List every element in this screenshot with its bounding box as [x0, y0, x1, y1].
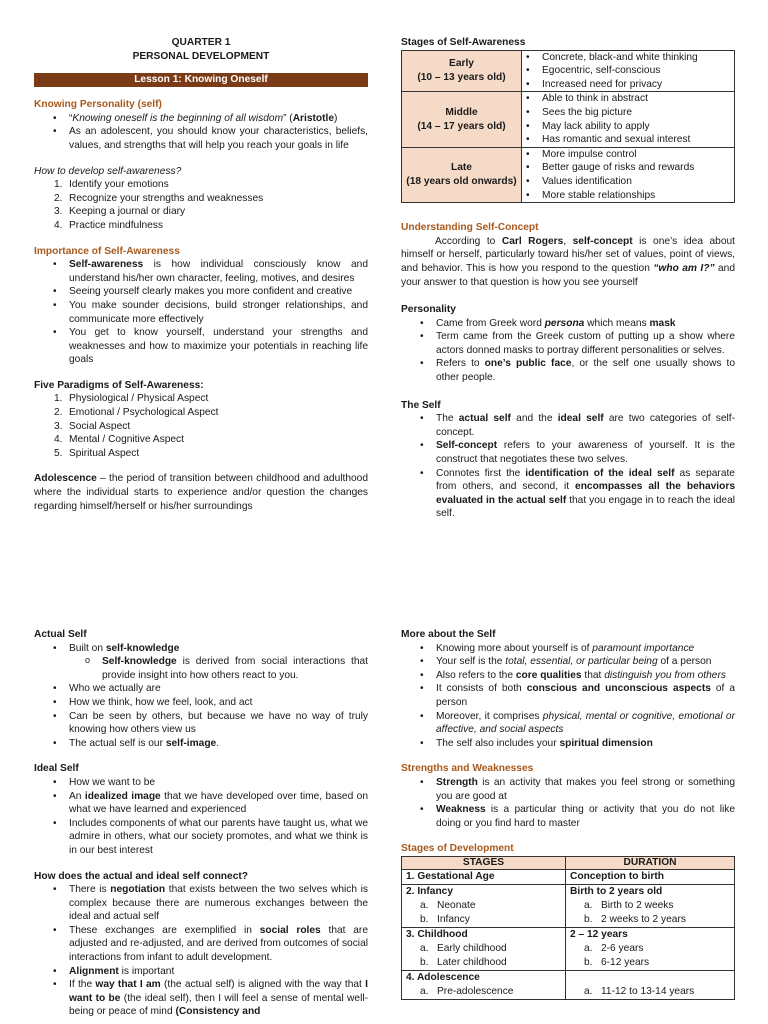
importance-heading: Importance of Self-Awareness: [34, 245, 180, 257]
list-item: • How we think, how we feel, look, and act: [53, 696, 368, 710]
list-item: • Your self is the total, essential, or particular being of a person: [420, 655, 735, 669]
list-item: • Strength is an activity that makes you feel strong or something you are good at: [420, 776, 735, 803]
list-item: • More impulse control: [526, 148, 734, 162]
stage-name: 4. Adolescence a. Pre-adolescence: [402, 970, 566, 999]
table-row: [402, 147, 735, 202]
list-item: • Increased need for privacy: [526, 78, 734, 92]
list-item: • Moreover, it comprises physical, mental or cognitive, emotional or affective, and social aspects: [420, 710, 735, 737]
list-item: 4. Practice mindfulness: [54, 219, 368, 233]
list-item: • If the way that I am (the actual self) is aligned with the way that I want to be (the ideal self), then I will feel a sense of mental well-being or peace of mind (Consistency and: [53, 978, 368, 1019]
stage-duration: Birth to 2 years old a. Birth to 2 weeks b. 2 weeks to 2 years: [566, 884, 735, 927]
column-header: DURATION: [566, 856, 735, 869]
how-question: How to develop self-awareness?: [34, 165, 182, 177]
list-item: o Self-knowledge is derived from social interactions that provide insight into how others react to you.: [85, 655, 368, 682]
list-item: a. Early childhood: [420, 942, 561, 956]
column-top-right: [401, 36, 735, 521]
list-item: • Came from Greek word persona which means mask: [420, 317, 735, 331]
list-item: • Also refers to the core qualities that distinguish you from others: [420, 669, 735, 683]
stages-sa-table: [401, 50, 735, 204]
paradigms-heading: Five Paradigms of Self-Awareness:: [34, 379, 204, 391]
table-row: [402, 869, 735, 884]
column-bottom-left: [34, 628, 368, 1019]
actual-list: [53, 642, 368, 751]
knowing-heading: Knowing Personality (self): [34, 99, 162, 111]
list-item: • An idealized image that we have developed over time, based on what we have learned and experienced: [53, 790, 368, 817]
list-item: b. Later childhood: [420, 956, 561, 970]
list-item: b. Infancy: [420, 913, 561, 927]
list-item: a. 2-6 years: [584, 942, 730, 956]
concept-paragraph: According to Carl Rogers, self-concept is one’s idea about himself or herself, particularly toward his/her set of values, point of views, and behavior. This is how you respond to the question “who am I?” and your answer to that question is how you see yourself: [401, 235, 736, 288]
stage-duration: Conception to birth: [566, 869, 735, 884]
stage-name: 1. Gestational Age: [402, 869, 566, 884]
self-heading: The Self: [401, 399, 441, 411]
list-item: 5. Spiritual Aspect: [54, 447, 368, 461]
table-row: [402, 92, 735, 147]
connect-heading: How does the actual and ideal self connect?: [34, 870, 248, 882]
list-item: 1. Identify your emotions: [54, 178, 368, 192]
list-item: • More stable relationships: [526, 189, 734, 203]
stage-name: 3. Childhood a. Early childhood b. Later childhood: [402, 927, 566, 970]
stage-cell: Middle (14 – 17 years old): [402, 92, 522, 147]
list-item: • Self-awareness is how individual consciously know and understand his/her own character, feeling, motives, and desires: [53, 258, 368, 285]
list-item: • There is negotiation that exists between the two selves which is complex because there are numerous exchanges between the ideal and actual self: [53, 883, 368, 924]
steps-list: [54, 178, 368, 232]
list-item: • Refers to one’s public face, or the self one usually shows to other people.: [420, 357, 735, 384]
stage-cell: Late (18 years old onwards): [402, 147, 522, 202]
quarter-title: QUARTER 1: [171, 37, 231, 48]
stage-duration: 2 – 12 years a. 2-6 years b. 6-12 years: [566, 927, 735, 970]
list-item: • Egocentric, self-conscious: [526, 64, 734, 78]
table-row: [402, 50, 735, 92]
importance-list: [53, 258, 368, 367]
self-list: [420, 412, 735, 521]
list-item: • Values identification: [526, 175, 734, 189]
list-item: • “Knowing oneself is the beginning of all wisdom” (Aristotle): [53, 112, 368, 126]
development-table: [401, 856, 735, 1000]
list-item: • Better gauge of risks and rewards: [526, 161, 734, 175]
personality-heading: Personality: [401, 304, 456, 316]
list-item: • Alignment is important: [53, 965, 368, 979]
table-row: [402, 970, 735, 999]
table-row: [402, 884, 735, 927]
list-item: 1. Physiological / Physical Aspect: [54, 392, 368, 406]
list-item: • These exchanges are exemplified in social roles that are adjusted and re-adjusted, and are derived from outcomes of social interactions from infant to adult development.: [53, 924, 368, 965]
strengths-list: [420, 776, 735, 830]
column-bottom-right: [401, 628, 735, 1000]
list-item: • Weakness is a particular thing or activity that you do not like doing or you find hard to master: [420, 803, 735, 830]
list-item: 4. Mental / Cognitive Aspect: [54, 433, 368, 447]
list-item: • Who we actually are: [53, 682, 368, 696]
list-item: • Seeing yourself clearly makes you more confident and creative: [53, 285, 368, 299]
list-item: • The actual self and the ideal self are two categories of self-concept.: [420, 412, 735, 439]
column-header: STAGES: [402, 856, 566, 869]
list-item: • It consists of both conscious and unconscious aspects of a person: [420, 682, 735, 709]
table-row: [402, 927, 735, 970]
stages-sa-heading: Stages of Self-Awareness: [401, 37, 526, 48]
subject-title: PERSONAL DEVELOPMENT: [132, 50, 270, 62]
stage-name: 2. Infancy a. Neonate b. Infancy: [402, 884, 566, 927]
list-item: • Concrete, black-and white thinking: [526, 51, 734, 65]
list-item: 3. Keeping a journal or diary: [54, 205, 368, 219]
list-item: a. Neonate: [420, 899, 561, 913]
list-item: a. 11-12 to 13-14 years: [584, 985, 730, 999]
stage-traits: [522, 50, 735, 92]
list-item: • Connotes first the identification of the ideal self as separate from others, and second, it encompasses all the behaviors evaluated in the actual self that you engage in to reach the ideal self.: [420, 467, 735, 521]
more-list: [420, 642, 735, 751]
personality-list: [420, 317, 735, 385]
concept-heading: Understanding Self-Concept: [401, 222, 539, 234]
column-top-left: [34, 36, 368, 513]
list-item: b. 6-12 years: [584, 956, 730, 970]
list-item: a. Pre-adolescence: [420, 985, 561, 999]
ideal-list: [53, 776, 368, 858]
list-item: • Sees the big picture: [526, 106, 734, 120]
list-item: • Knowing more about yourself is of paramount importance: [420, 642, 735, 656]
list-item: • Includes components of what our parents have taught us, what we admire in others, what our society promotes, and what we think is in our best interest: [53, 817, 368, 858]
list-item: • Term came from the Greek custom of putting up a show where actors donned masks to portray different personalities or selves.: [420, 330, 735, 357]
ideal-heading: Ideal Self: [34, 763, 79, 775]
stage-cell: Early (10 – 13 years old): [402, 50, 522, 92]
actual-sublist: [85, 655, 368, 682]
list-item: 2. Emotional / Psychological Aspect: [54, 406, 368, 420]
adolescence-definition: Adolescence – the period of transition between childhood and adulthood where the individual starts to experience and/or question the changes regarding himself/herself or his/her surroundings: [34, 473, 368, 512]
stage-traits: [522, 92, 735, 147]
list-item: 3. Social Aspect: [54, 420, 368, 434]
table-header-row: [402, 856, 735, 869]
list-item: • You get to know yourself, understand your strengths and weaknesses and how to maximize your potentials in reaching life goals: [53, 326, 368, 367]
connect-list: [53, 883, 368, 1019]
list-item: • Has romantic and sexual interest: [526, 133, 734, 147]
lesson-banner: Lesson 1: Knowing Oneself: [34, 73, 368, 87]
list-item: • You make sounder decisions, build stronger relationships, and communicate more effectively: [53, 299, 368, 326]
list-item: b. 2 weeks to 2 years: [584, 913, 730, 927]
development-heading: Stages of Development: [401, 843, 514, 855]
list-item: a. Birth to 2 weeks: [584, 899, 730, 913]
actual-heading: Actual Self: [34, 629, 87, 640]
list-item: • Self-concept refers to your awareness of yourself. It is the construct that negotiates these two selves.: [420, 439, 735, 466]
list-item: • Able to think in abstract: [526, 92, 734, 106]
list-item: • The self also includes your spiritual dimension: [420, 737, 735, 751]
strengths-heading: Strengths and Weaknesses: [401, 763, 534, 775]
list-item: • The actual self is our self-image.: [53, 737, 368, 751]
list-item: • May lack ability to apply: [526, 120, 734, 134]
list-item: • As an adolescent, you should know your characteristics, beliefs, values, and strengths that will help you reach your goals in life: [53, 125, 368, 152]
stage-traits: [522, 147, 735, 202]
list-item: • How we want to be: [53, 776, 368, 790]
knowing-list: [53, 112, 368, 153]
stage-duration: [566, 970, 735, 999]
paradigms-list: [54, 392, 368, 460]
list-item: • Built on self-knowledge o Self-knowledge is derived from social interactions that provide insight into how others react to you.: [53, 642, 368, 683]
list-item: • Can be seen by others, but because we have no way of truly knowing how others view us: [53, 710, 368, 737]
more-heading: More about the Self: [401, 629, 496, 640]
list-item: 2. Recognize your strengths and weaknesses: [54, 192, 368, 206]
